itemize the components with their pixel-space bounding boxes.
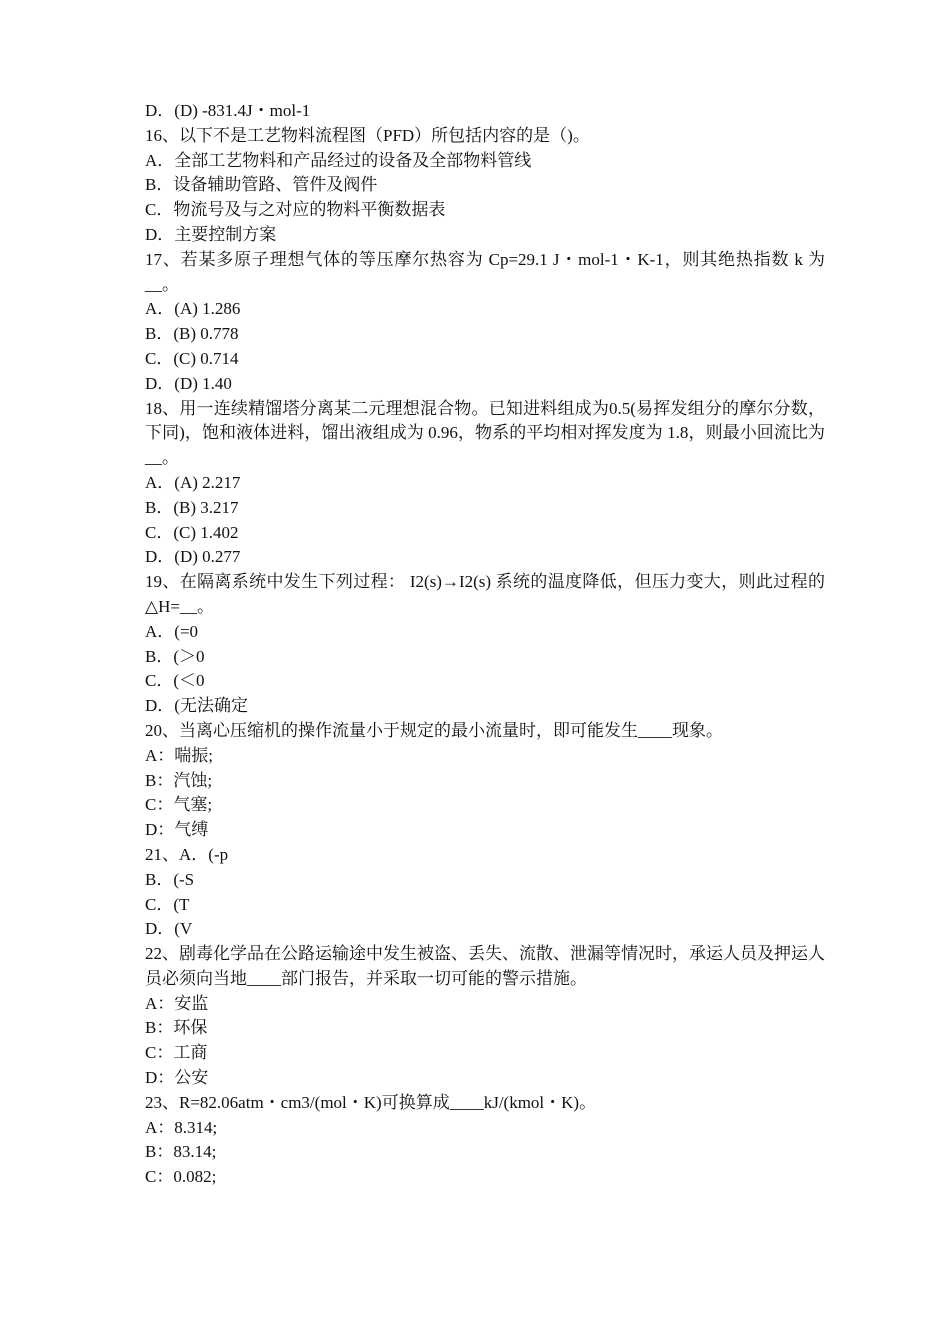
answer-option: B．(-S xyxy=(145,869,195,889)
answer-option: B：83.14; xyxy=(145,1142,217,1162)
answer-option: C．物流号及与之对应的物料平衡数据表 xyxy=(145,200,446,220)
answer-option: C．(＜0 xyxy=(145,671,205,691)
question-stem: 17、若某多原子理想气体的等压摩尔热容为 Cp=29.1 J・mol-1・K-1，则其绝热指数 k 为__。 xyxy=(145,249,825,294)
answer-option: B．设备辅助管路、管件及阀件 xyxy=(145,175,378,195)
answer-option: B．(＞0 xyxy=(145,646,205,666)
question-stem: 20、当离心压缩机的操作流量小于规定的最小流量时，即可能发生____现象。 xyxy=(145,720,723,740)
answer-option: D：公安 xyxy=(145,1068,209,1088)
answer-option: A：8.314; xyxy=(145,1117,218,1137)
answer-option: D．(无法确定 xyxy=(145,696,248,716)
question-stem: 22、剧毒化学品在公路运输途中发生被盗、丢失、流散、泄漏等情况时，承运人员及押运人员必须向当地____部门报告，并采取一切可能的警示措施。 xyxy=(145,944,825,988)
answer-option: B．(B) 3.217 xyxy=(145,497,239,517)
question-stem: 21、A．(-p xyxy=(145,844,229,864)
answer-option: D．(D) -831.4J・mol-1 xyxy=(145,101,311,120)
question-stem: 18、用一连续精馏塔分离某二元理想混合物。已知进料组成为0.5(易挥发组分的摩尔分数，下同)，饱和液体进料，馏出液组成为 0.96，物系的平均相对挥发度为 1.8，则最小回流比为__。 xyxy=(145,398,825,468)
answer-option: A．(A) 2.217 xyxy=(145,472,241,492)
answer-option: D．(D) 0.277 xyxy=(145,547,241,567)
answer-option: C．(T xyxy=(145,894,190,914)
answer-option: B．(B) 0.778 xyxy=(145,324,239,344)
answer-option: B：环保 xyxy=(145,1018,208,1038)
answer-option: C：工商 xyxy=(145,1043,208,1063)
answer-option: D．(D) 1.40 xyxy=(145,373,232,393)
answer-option: D．(V xyxy=(145,919,193,939)
document-page xyxy=(145,99,825,1190)
answer-option: D．主要控制方案 xyxy=(145,224,277,244)
question-stem: 16、以下不是工艺物料流程图（PFD）所包括内容的是（)。 xyxy=(145,125,590,145)
answer-option: A：安监 xyxy=(145,993,209,1013)
answer-option: A．全部工艺物料和产品经过的设备及全部物料管线 xyxy=(145,150,532,170)
answer-option: A：喘振; xyxy=(145,745,213,765)
answer-option: D：气缚 xyxy=(145,820,209,840)
answer-option: C．(C) 1.402 xyxy=(145,522,239,542)
answer-option: C：气塞; xyxy=(145,795,213,815)
answer-option: A．(=0 xyxy=(145,621,199,641)
answer-option: A．(A) 1.286 xyxy=(145,299,241,319)
answer-option: C：0.082; xyxy=(145,1167,217,1187)
question-stem: 19、在隔离系统中发生下列过程： I2(s)→I2(s) 系统的温度降低，但压力变大，则此过程的△H=__。 xyxy=(145,572,825,616)
question-stem: 23、R=82.06atm・cm3/(mol・K)可换算成____kJ/(kmol・K)。 xyxy=(145,1092,597,1112)
answer-option: B：汽蚀; xyxy=(145,770,213,790)
answer-option: C．(C) 0.714 xyxy=(145,348,239,368)
